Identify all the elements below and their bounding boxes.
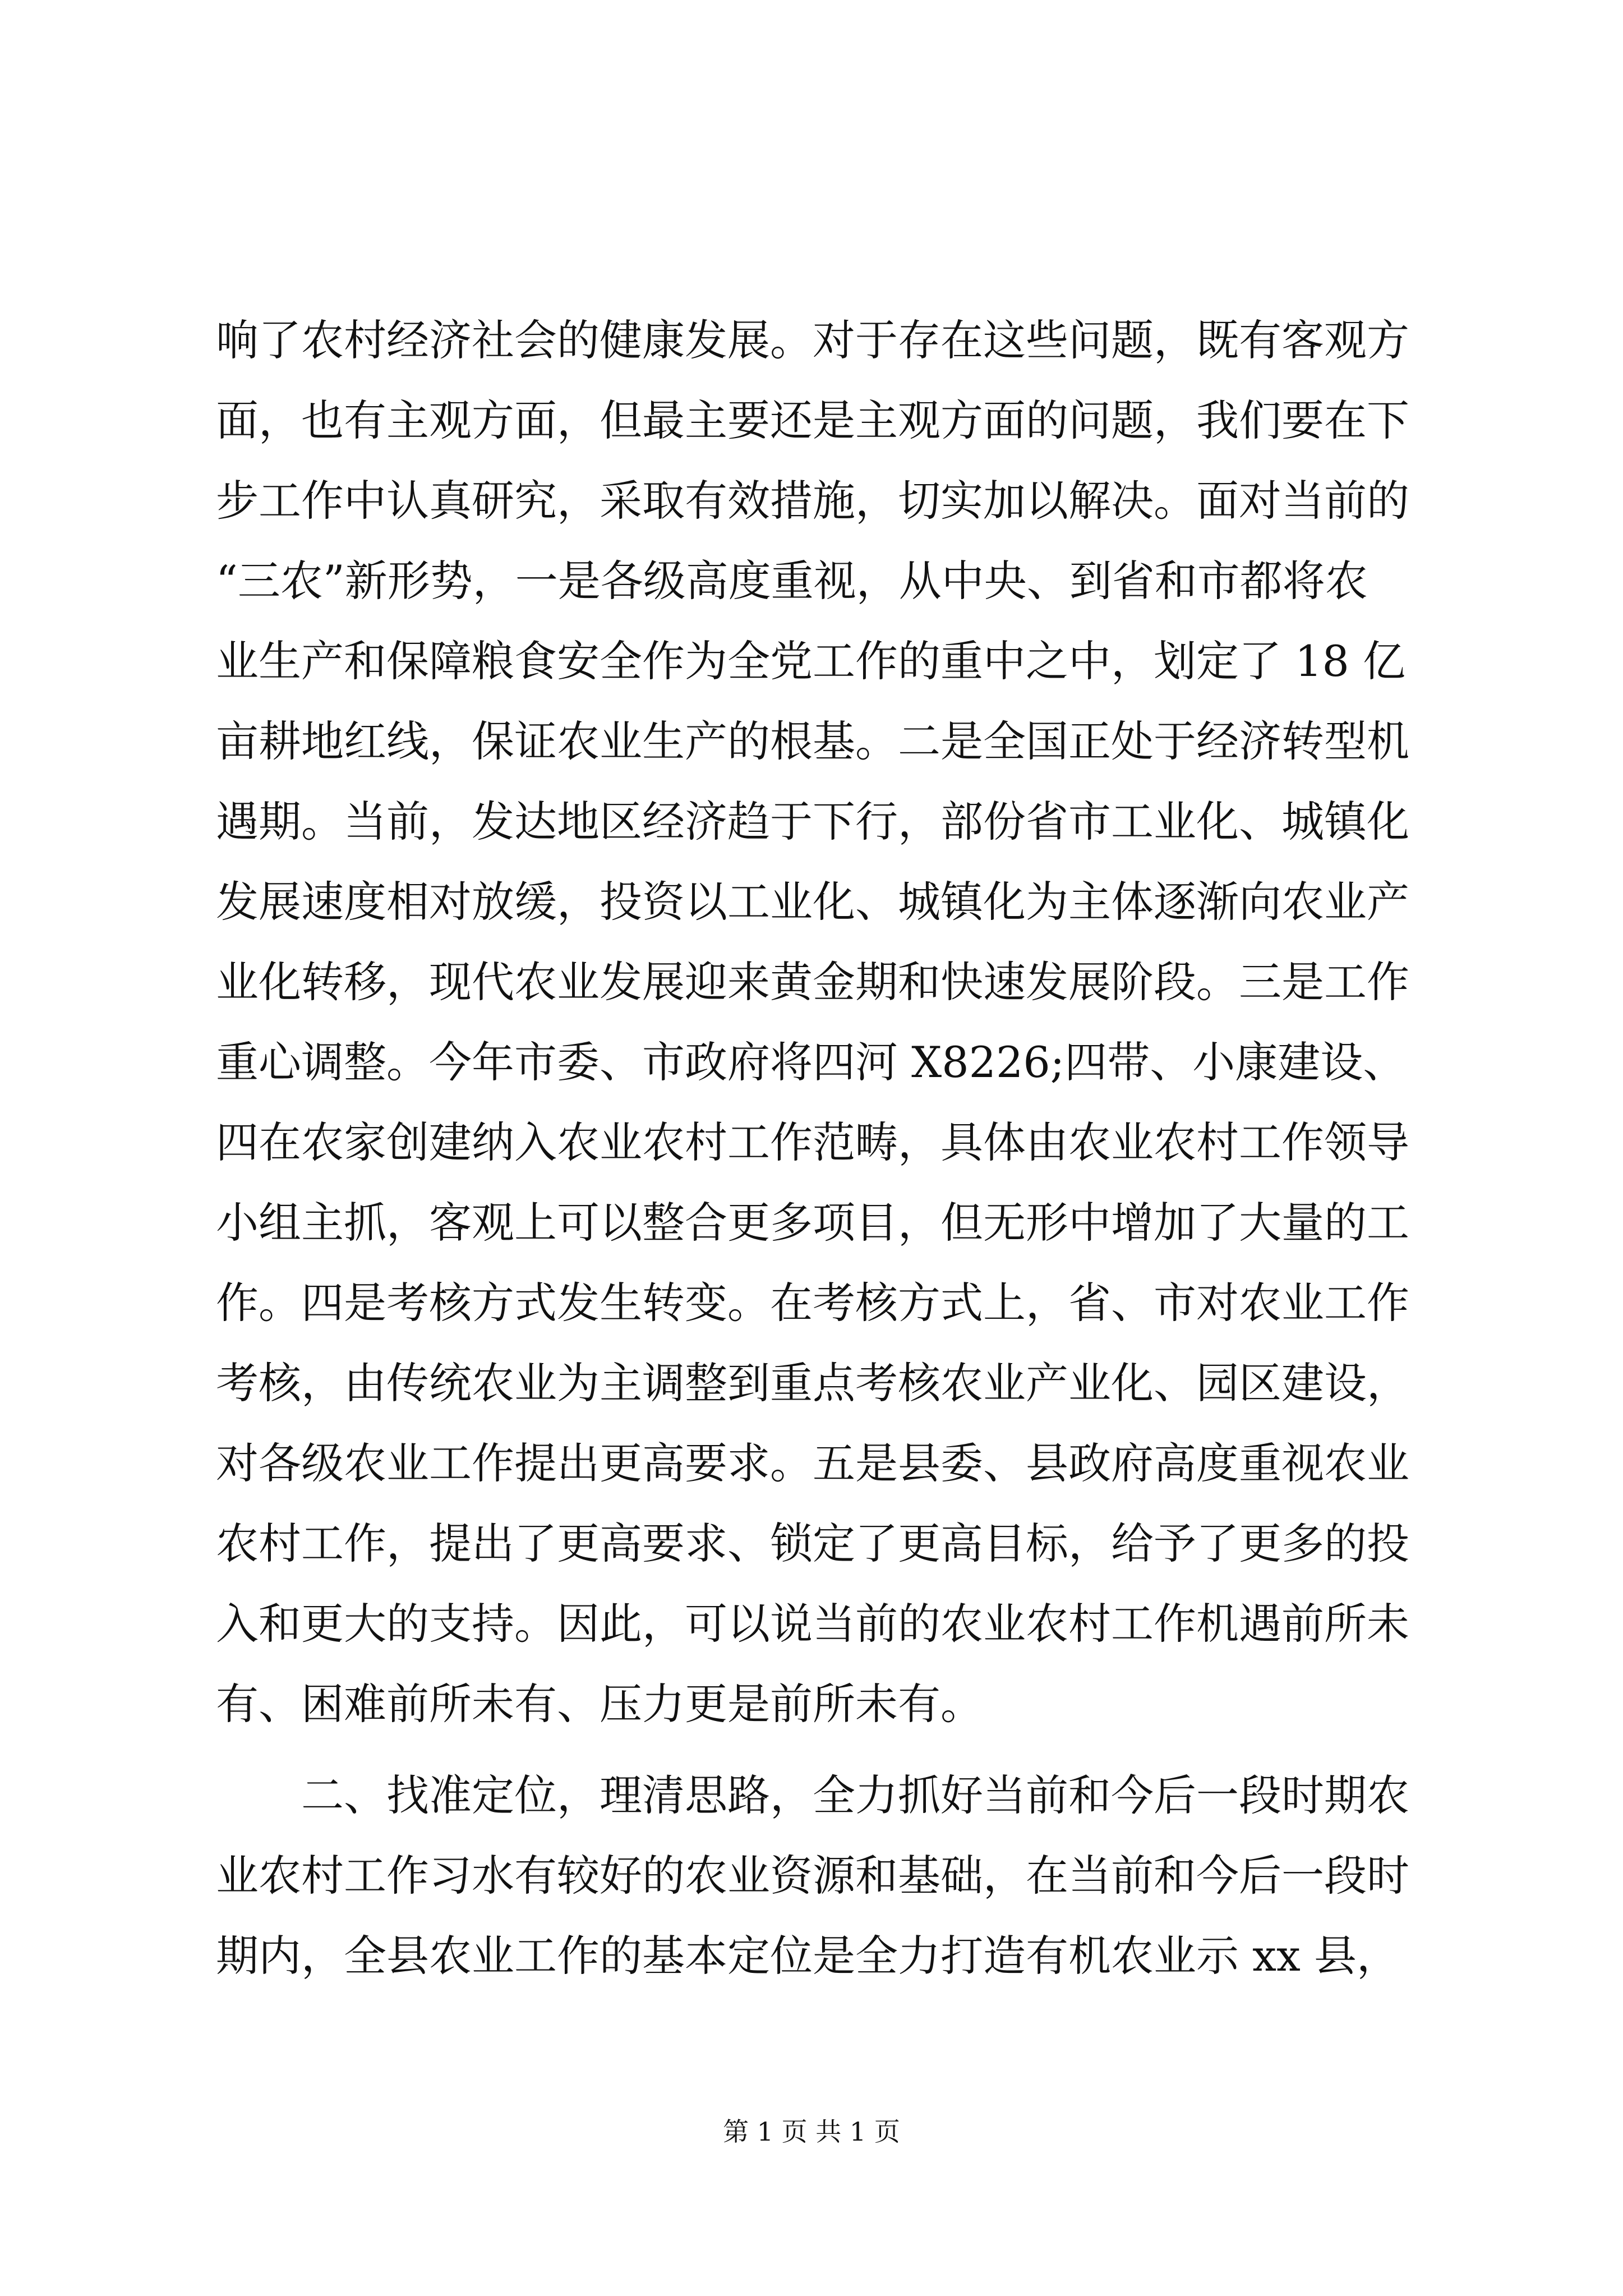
text-line: 业生产和保障粮食安全作为全党工作的重中之中，划定了 18 亿 — [216, 636, 1406, 686]
text-line: 重心调整。今年市委、市政府将四河 X8226;四带、小康建设、 — [216, 1037, 1406, 1087]
text-line: 面，也有主观方面，但最主要还是主观方面的问题，我们要在下 — [216, 395, 1409, 445]
text-line: 考核，由传统农业为主调整到重点考核农业产业化、园区建设， — [216, 1358, 1409, 1408]
text-line: “三农”新形势，一是各级高度重视，从中央、到省和市都将农 — [216, 556, 1368, 606]
text-line: 亩耕地红线，保证农业生产的根基。二是全国正处于经济转型机 — [216, 716, 1409, 766]
text-line: 入和更大的支持。因此，可以说当前的农业农村工作机遇前所未 — [216, 1599, 1409, 1649]
text-line: 四在农家创建纳入农业农村工作范畴，具体由农业农村工作领导 — [216, 1117, 1409, 1167]
text-line: 响了农村经济社会的健康发展。对于存在这些问题，既有客观方 — [216, 315, 1409, 365]
text-line: 步工作中认真研究，采取有效措施，切实加以解决。面对当前的 — [216, 476, 1409, 526]
text-line: 农村工作，提出了更高要求、锁定了更高目标，给予了更多的投 — [216, 1519, 1409, 1568]
section-heading-line: 二、找准定位，理清思路，全力抓好当前和今后一段时期农 — [216, 1770, 1409, 1820]
text-line: 业化转移，现代农业发展迎来黄金期和快速发展阶段。三是工作 — [216, 957, 1409, 1007]
text-line: 对各级农业工作提出更高要求。五是县委、县政府高度重视农业 — [216, 1438, 1409, 1488]
text-line: 发展速度相对放缓，投资以工业化、城镇化为主体逐渐向农业产 — [216, 877, 1409, 927]
text-line: 小组主抓，客观上可以整合更多项目，但无形中增加了大量的工 — [216, 1198, 1409, 1248]
page-footer: 第 1 页 共 1 页 — [723, 2116, 900, 2147]
text-line: 作。四是考核方式发生转变。在考核方式上，省、市对农业工作 — [216, 1278, 1409, 1328]
text-line: 有、困难前所未有、压力更是前所未有。 — [216, 1679, 983, 1729]
body-text — [216, 300, 1416, 1996]
text-line: 业农村工作习水有较好的农业资源和基础，在当前和今后一段时 — [216, 1851, 1409, 1901]
text-line: 遇期。当前，发达地区经济趋于下行，部份省市工业化、城镇化 — [216, 797, 1409, 846]
text-line: 期内，全县农业工作的基本定位是全力打造有机农业示 xx 县， — [216, 1931, 1400, 1981]
